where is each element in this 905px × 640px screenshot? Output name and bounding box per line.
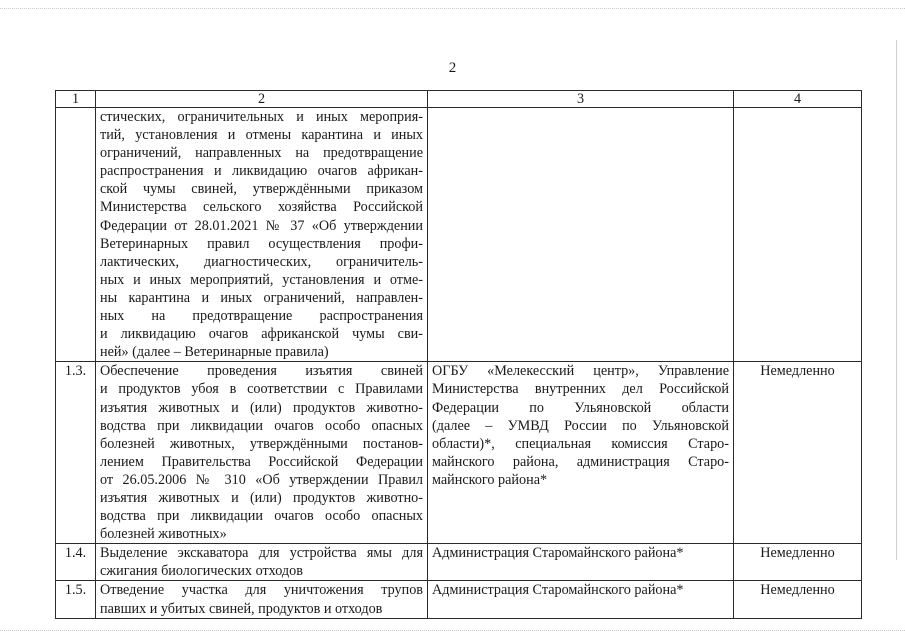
text-line: Администрация Старомайнского района* xyxy=(432,545,684,562)
text-line: лением Правительства Российской Федерации xyxy=(100,453,423,470)
text-line: распространения и ликвидацию очагов африкан- xyxy=(100,163,423,180)
text-line: Отведение участка для уничтожения трупов xyxy=(100,582,423,599)
text-line: ограничений, направленных на предотвращение xyxy=(100,145,423,162)
row-number: 1.5. xyxy=(56,581,96,618)
header-col-2: 2 xyxy=(96,91,428,108)
text-line: Федерации по Ульяновской области xyxy=(432,399,729,416)
responsible-text xyxy=(428,108,734,362)
responsible-text xyxy=(428,544,734,581)
scan-edge-mark xyxy=(896,40,897,560)
table-row xyxy=(56,362,862,544)
row-number xyxy=(56,108,96,362)
text-line: изъятия животных и (или) продуктов животно- xyxy=(100,399,423,416)
text-line: и ликвидацию очагов африканской чумы сви- xyxy=(100,326,423,343)
header-col-3: 3 xyxy=(428,91,734,108)
text-line: и продуктов убоя в соответствии с Правилами xyxy=(100,381,423,398)
text-line: лактических, диагностических, ограничитель- xyxy=(100,253,423,270)
text-line: ных и иных мероприятий, установления и отме- xyxy=(100,271,423,288)
deadline-text xyxy=(734,108,862,362)
responsible-text xyxy=(428,362,734,544)
text-line: ны карантина и иных ограничений, направлен- xyxy=(100,289,423,306)
deadline-text: Немедленно xyxy=(734,544,862,581)
text-line: ОГБУ «Мелекесский центр», Управление xyxy=(432,363,729,380)
text-line: Выделение экскаватора для устройства ямы для xyxy=(100,545,423,562)
text-line: водства при ликвидации очагов особо опасных xyxy=(100,508,423,525)
page-number: 2 xyxy=(448,60,457,76)
text-line: (далее – УМВД России по Ульяновской xyxy=(432,417,729,434)
responsible-text xyxy=(428,581,734,618)
deadline-text: Немедленно xyxy=(734,581,862,618)
text-line: Министерства внутренних дел Российской xyxy=(432,381,729,398)
table-row xyxy=(56,108,862,362)
text-line: Федерации от 28.01.2021 № 37 «Об утверждении xyxy=(100,217,423,234)
activities-table xyxy=(55,90,862,619)
activity-text xyxy=(96,108,428,362)
text-line: ней» (далее – Ветеринарные правила) xyxy=(100,344,329,361)
text-line: Администрация Старомайнского района* xyxy=(432,582,684,599)
header-col-4: 4 xyxy=(734,91,862,108)
scan-noise-top xyxy=(0,8,905,10)
text-line: ных на предотвращение распространения xyxy=(100,308,423,325)
row-number: 1.4. xyxy=(56,544,96,581)
text-line: изъятия животных и (или) продуктов животно- xyxy=(100,489,423,506)
table-row xyxy=(56,581,862,618)
text-line: водства при ликвидации очагов особо опасных xyxy=(100,417,423,434)
activity-text xyxy=(96,362,428,544)
text-line: ской чумы свиней, утверждёнными приказом xyxy=(100,181,423,198)
text-line: Министерства сельского хозяйства Российской xyxy=(100,199,423,216)
table-header-row xyxy=(56,91,862,108)
text-line: от 26.05.2006 № 310 «Об утверждении Правил xyxy=(100,471,423,488)
text-line: тий, установления и отмены карантина и иных xyxy=(100,127,423,144)
text-line: Обеспечение проведения изъятия свиней xyxy=(100,363,423,380)
deadline-text: Немедленно xyxy=(734,362,862,544)
text-line: болезней животных, утверждёнными постанов- xyxy=(100,435,423,452)
text-line: Ветеринарных правил осуществления профи- xyxy=(100,235,423,252)
text-line: майнского района, администрация Старо- xyxy=(432,453,729,470)
text-line: майнского района* xyxy=(432,471,548,488)
header-col-1: 1 xyxy=(56,91,96,108)
row-number: 1.3. xyxy=(56,362,96,544)
table-row xyxy=(56,544,862,581)
text-line: болезней животных» xyxy=(100,526,227,543)
activity-text xyxy=(96,544,428,581)
activity-text xyxy=(96,581,428,618)
text-line: сжигания биологических отходов xyxy=(100,563,303,580)
text-line: области)*, специальная комиссия Старо- xyxy=(432,435,729,452)
scan-noise-bottom xyxy=(0,630,905,632)
text-line: стических, ограничительных и иных мероприя- xyxy=(100,109,423,125)
text-line: павших и убитых свиней, продуктов и отходов xyxy=(100,600,383,617)
